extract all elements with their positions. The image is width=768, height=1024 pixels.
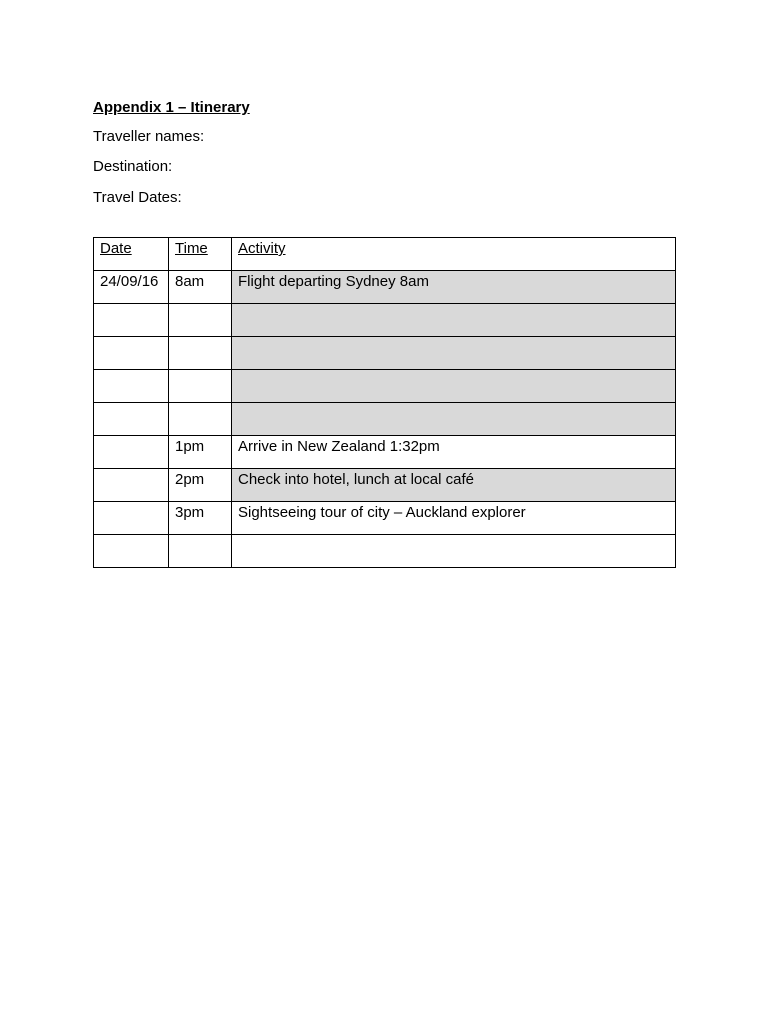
time-cell <box>169 403 232 436</box>
time-cell: 1pm <box>169 436 232 469</box>
table-row <box>94 271 676 304</box>
table-row <box>94 337 676 370</box>
date-cell <box>94 370 169 403</box>
activity-cell <box>232 535 676 568</box>
date-cell <box>94 469 169 502</box>
activity-header-text: Activity <box>238 240 286 257</box>
itinerary-table-body <box>94 271 676 568</box>
date-cell <box>94 304 169 337</box>
table-row <box>94 502 676 535</box>
time-cell <box>169 535 232 568</box>
time-cell <box>169 370 232 403</box>
activity-cell: Sightseeing tour of city – Auckland explorer <box>232 502 676 535</box>
activity-cell: Arrive in New Zealand 1:32pm <box>232 436 676 469</box>
activity-column-header <box>232 238 676 271</box>
activity-cell <box>232 370 676 403</box>
date-column-header <box>94 238 169 271</box>
activity-cell <box>232 304 676 337</box>
date-header-text: Date <box>100 240 132 257</box>
travel-dates-label: Travel Dates: <box>93 189 182 206</box>
time-cell <box>169 304 232 337</box>
date-cell <box>94 535 169 568</box>
time-column-header <box>169 238 232 271</box>
time-cell <box>169 337 232 370</box>
table-header-row <box>94 238 676 271</box>
time-cell: 2pm <box>169 469 232 502</box>
date-cell <box>94 502 169 535</box>
time-cell: 8am <box>169 271 232 304</box>
date-cell <box>94 337 169 370</box>
time-header-text: Time <box>175 240 208 257</box>
table-row <box>94 436 676 469</box>
activity-cell: Check into hotel, lunch at local café <box>232 469 676 502</box>
destination-label: Destination: <box>93 158 173 175</box>
activity-cell <box>232 337 676 370</box>
activity-cell <box>232 403 676 436</box>
table-row <box>94 469 676 502</box>
table-row <box>94 535 676 568</box>
time-cell: 3pm <box>169 502 232 535</box>
table-row <box>94 304 676 337</box>
itinerary-table <box>93 237 676 568</box>
date-cell <box>94 436 169 469</box>
activity-cell: Flight departing Sydney 8am <box>232 271 676 304</box>
table-row <box>94 370 676 403</box>
table-row <box>94 403 676 436</box>
appendix-heading: Appendix 1 – Itinerary <box>93 99 250 116</box>
traveller-names-label: Traveller names: <box>93 128 205 145</box>
date-cell <box>94 403 169 436</box>
date-cell: 24/09/16 <box>94 271 169 304</box>
